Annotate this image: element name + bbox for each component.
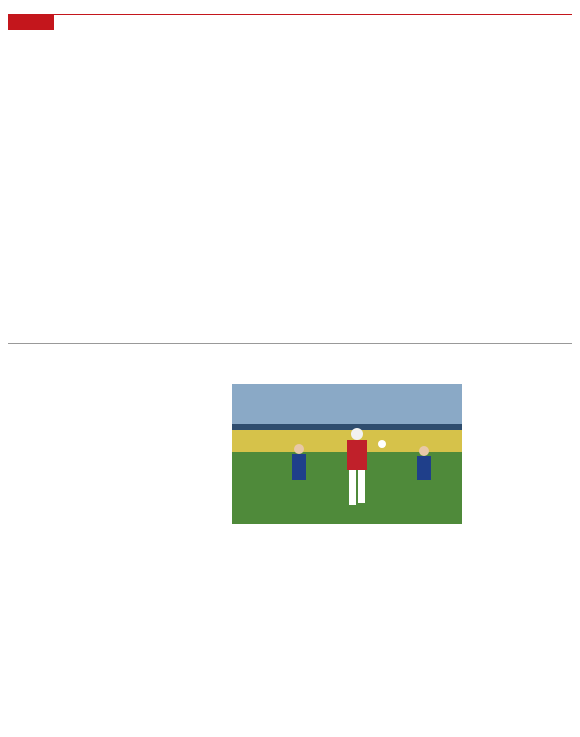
article-divider [8,343,572,344]
section-label [8,15,54,30]
masthead [8,3,572,14]
article-2-body-right-top [466,384,572,534]
header-rule [8,14,572,15]
match-photo-image [232,384,462,524]
match-photo [232,384,462,524]
article-2-body-left [8,384,228,731]
results-box [466,536,572,731]
photo-caption [232,525,462,535]
article-1-body [8,70,572,342]
